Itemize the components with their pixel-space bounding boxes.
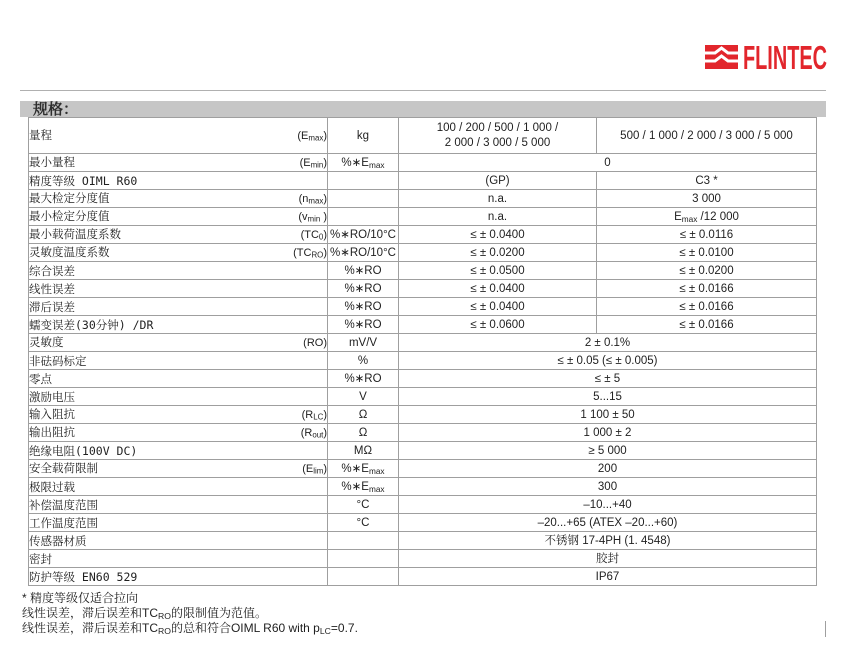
- value-cell-merged: [399, 496, 817, 514]
- value-text: ≤ ± 5: [594, 372, 621, 385]
- value-text: n.a.: [487, 192, 508, 205]
- unit-text-text: %∗E: [341, 156, 369, 169]
- unit-cell: [328, 298, 399, 316]
- section-header-bar: [20, 101, 826, 117]
- parameter-cell-content: [29, 317, 327, 333]
- unit-cell: [328, 280, 399, 298]
- parameter-cell-content: [29, 533, 327, 549]
- unit-text: %∗RO: [344, 264, 382, 277]
- unit-cell: [328, 154, 399, 172]
- parameter-cell-content: [29, 479, 327, 495]
- value-text: ≤ ± 0.0100: [679, 246, 734, 259]
- unit-text: [341, 481, 384, 493]
- spec-row: [29, 352, 817, 370]
- value-text: 不锈钢 17-4PH (1. 4548): [544, 534, 671, 547]
- parameter-cell-content: [29, 173, 327, 189]
- flintec-logo-icon: [705, 45, 738, 69]
- parameter-symbol-text: (TC: [300, 229, 319, 241]
- parameter-label: 安全载荷限制: [29, 461, 98, 475]
- parameter-symbol-text: (n: [298, 193, 309, 205]
- parameter-cell-content: [29, 208, 327, 225]
- parameter-label: 精度等级 OIML R60: [29, 173, 138, 188]
- parameter-symbol: [298, 209, 327, 225]
- spec-row: [29, 532, 817, 550]
- value-cell-merged: [399, 532, 817, 550]
- spec-row: [29, 568, 817, 586]
- unit-text: %∗RO/10°C: [329, 246, 396, 259]
- parameter-label: 线性误差: [29, 281, 75, 296]
- parameter-label: 灵敏度温度系数: [29, 245, 110, 259]
- parameter-cell-content: [29, 190, 327, 207]
- parameter-cell-content: [29, 371, 327, 387]
- parameter-cell-content: [29, 460, 327, 477]
- parameter-cell: [29, 244, 328, 262]
- parameter-symbol-text: ): [323, 463, 327, 475]
- parameter-cell-content: [29, 497, 327, 513]
- parameter-cell-content: [29, 353, 327, 369]
- spec-row: [29, 496, 817, 514]
- unit-text: %∗RO: [344, 300, 382, 313]
- footnote-text-subscript: LC: [319, 625, 331, 636]
- parameter-symbol-text: ): [323, 229, 327, 241]
- unit-cell: [328, 190, 399, 208]
- value-cell-merged: [399, 334, 817, 352]
- footnote-line: [22, 591, 358, 606]
- value-text: [399, 121, 596, 151]
- unit-cell: [328, 334, 399, 352]
- parameter-cell: [29, 568, 328, 586]
- footnote-text: [22, 621, 358, 635]
- parameter-symbol-text: ): [323, 193, 327, 205]
- spec-row: [29, 118, 817, 154]
- value-cell-merged: [399, 388, 817, 406]
- unit-cell: [328, 532, 399, 550]
- value-cell-merged: [399, 424, 817, 442]
- parameter-label: 最小载荷温度系数: [29, 227, 121, 241]
- parameter-cell: [29, 118, 328, 154]
- value-cell-merged: [399, 568, 817, 586]
- spec-row: [29, 172, 817, 190]
- parameter-cell: [29, 514, 328, 532]
- footnote-line: [22, 621, 358, 636]
- spec-row: [29, 334, 817, 352]
- page-edge-rule: [825, 621, 826, 637]
- parameter-cell-content: [29, 263, 327, 279]
- unit-text: %∗RO/10°C: [329, 228, 396, 241]
- parameter-cell: [29, 172, 328, 190]
- parameter-symbol: [302, 461, 327, 477]
- parameter-cell-content: [29, 443, 327, 459]
- unit-text: mV/V: [348, 336, 378, 349]
- value-text-subscript: max: [681, 214, 698, 224]
- unit-cell: [328, 208, 399, 226]
- value-text: 3 000: [692, 192, 721, 205]
- value-cell-variant-1: [399, 262, 597, 280]
- spec-row: [29, 514, 817, 532]
- flintec-logo: [705, 44, 827, 70]
- unit-cell: [328, 424, 399, 442]
- parameter-symbol: [297, 128, 327, 144]
- parameter-label: 最小检定分度值: [29, 209, 110, 223]
- unit-cell: [328, 172, 399, 190]
- unit-text-subscript: max: [368, 160, 385, 170]
- value-cell-variant-1: [399, 190, 597, 208]
- parameter-symbol: (RO): [303, 337, 327, 349]
- value-cell-variant-2: [597, 190, 817, 208]
- value-text: ≤ ± 0.0400: [470, 300, 525, 313]
- parameter-cell-content: [29, 334, 327, 351]
- value-text: ≤ ± 0.0600: [470, 318, 525, 331]
- footnote-text: * 精度等级仅适合拉向: [22, 591, 139, 605]
- unit-text-text: %∗E: [341, 462, 369, 475]
- spec-row: [29, 370, 817, 388]
- parameter-cell-content: [29, 569, 327, 585]
- parameter-cell-content: [29, 154, 327, 171]
- parameter-symbol: [293, 245, 327, 261]
- value-cell-merged: [399, 370, 817, 388]
- spec-row: [29, 316, 817, 334]
- unit-text: kg: [356, 129, 370, 142]
- footnote-line: [22, 606, 358, 621]
- value-text-text: E: [674, 210, 682, 223]
- unit-text: °C: [356, 498, 370, 511]
- parameter-cell: [29, 316, 328, 334]
- parameter-label: 非砝码标定: [29, 353, 87, 368]
- value-text: 1 000 ± 2: [583, 426, 632, 439]
- parameter-cell: [29, 424, 328, 442]
- parameter-cell: [29, 532, 328, 550]
- unit-cell: [328, 316, 399, 334]
- value-text: –10...+40: [583, 498, 632, 511]
- parameter-cell: [29, 226, 328, 244]
- parameter-label: 输出阻抗: [29, 425, 75, 439]
- parameter-label: 极限过载: [29, 479, 75, 494]
- parameter-symbol-subscript: LC: [313, 412, 324, 422]
- value-text: ≤ ± 0.0116: [679, 228, 734, 241]
- value-text: ≥ 5 000: [588, 444, 627, 457]
- spec-table: [28, 117, 817, 586]
- parameter-label: 补偿温度范围: [29, 497, 98, 512]
- parameter-cell: [29, 478, 328, 496]
- unit-cell: [328, 496, 399, 514]
- value-cell-merged: [399, 478, 817, 496]
- unit-text: MΩ: [353, 444, 373, 457]
- unit-text: °C: [356, 516, 370, 529]
- unit-cell: [328, 460, 399, 478]
- spec-row: [29, 388, 817, 406]
- unit-cell: [328, 442, 399, 460]
- parameter-cell-content: [29, 226, 327, 243]
- value-text: 5...15: [593, 390, 622, 403]
- unit-text: %∗RO: [344, 282, 382, 295]
- value-text: 1 100 ± 50: [580, 408, 635, 421]
- value-cell-variant-1: [399, 118, 597, 154]
- parameter-cell: [29, 280, 328, 298]
- value-text: 200: [597, 462, 618, 475]
- parameter-symbol-text: ): [323, 247, 327, 259]
- unit-text: [341, 463, 384, 475]
- unit-text: %: [357, 354, 369, 367]
- value-text: n.a.: [487, 210, 508, 223]
- parameter-symbol-subscript: min: [310, 160, 324, 170]
- unit-text-subscript: max: [368, 484, 385, 494]
- value-cell-variant-2: [597, 298, 817, 316]
- footnote-text-text: =0.7.: [330, 621, 358, 635]
- parameter-label: 零点: [29, 371, 52, 386]
- parameter-cell-content: [29, 389, 327, 405]
- value-cell-variant-2: [597, 172, 817, 190]
- parameter-symbol-text: ): [320, 211, 327, 223]
- spec-row: [29, 208, 817, 226]
- unit-cell: [328, 568, 399, 586]
- value-text-text: /12 000: [697, 210, 739, 223]
- spec-row: [29, 442, 817, 460]
- value-cell-variant-2: [597, 316, 817, 334]
- value-text: ≤ ± 0.0200: [679, 264, 734, 277]
- value-text: ≤ ± 0.0200: [470, 246, 525, 259]
- parameter-symbol-subscript: max: [308, 133, 324, 143]
- value-text: IP67: [595, 570, 620, 583]
- parameter-cell-content: [29, 515, 327, 531]
- parameter-cell: [29, 262, 328, 280]
- parameter-cell-content: [29, 244, 327, 261]
- value-text: 500 / 1 000 / 2 000 / 3 000 / 5 000: [620, 129, 793, 142]
- value-cell-merged: [399, 514, 817, 532]
- parameter-cell: [29, 352, 328, 370]
- unit-cell: [328, 244, 399, 262]
- section-title: 规格：: [33, 100, 79, 118]
- parameter-symbol-subscript: 0: [318, 232, 324, 242]
- parameter-label: 最小量程: [29, 155, 75, 169]
- spec-row: [29, 424, 817, 442]
- header-divider: [20, 90, 826, 91]
- parameter-cell: [29, 208, 328, 226]
- spec-row: [29, 280, 817, 298]
- value-cell-variant-2: [597, 208, 817, 226]
- spec-row: [29, 154, 817, 172]
- parameter-symbol-subscript: RO: [311, 250, 324, 260]
- parameter-cell: [29, 388, 328, 406]
- parameter-symbol-subscript: out: [312, 430, 324, 440]
- parameter-cell: [29, 334, 328, 352]
- unit-cell: [328, 352, 399, 370]
- parameter-label: 量程: [29, 128, 52, 142]
- value-text: 胶封: [596, 552, 619, 565]
- parameter-label: 传感器材质: [29, 533, 87, 548]
- value-cell-variant-1: [399, 316, 597, 334]
- value-cell-variant-2: [597, 262, 817, 280]
- value-cell-variant-2: [597, 280, 817, 298]
- spec-table-body: [29, 118, 817, 586]
- unit-cell: [328, 550, 399, 568]
- value-text: 300: [597, 480, 618, 493]
- spec-row: [29, 226, 817, 244]
- parameter-label: 滞后误差: [29, 299, 75, 314]
- value-cell-variant-1: [399, 280, 597, 298]
- footnote-text-text: 的总和符合OIML R60 with p: [170, 621, 320, 635]
- unit-cell: [328, 388, 399, 406]
- unit-text-subscript: max: [368, 466, 385, 476]
- parameter-symbol: [301, 425, 327, 441]
- value-cell-variant-1: [399, 208, 597, 226]
- unit-text: Ω: [358, 408, 368, 421]
- value-text: ≤ ± 0.0166: [679, 318, 734, 331]
- parameter-symbol-text: (E: [302, 463, 314, 475]
- footnotes: [22, 591, 358, 636]
- parameter-label: 激励电压: [29, 389, 75, 404]
- parameter-label: 防护等级 EN60 529: [29, 569, 138, 584]
- parameter-cell: [29, 370, 328, 388]
- value-cell-merged: [399, 352, 817, 370]
- value-cell-variant-1: [399, 244, 597, 262]
- parameter-symbol: [299, 191, 327, 207]
- parameter-symbol-text: ): [323, 157, 327, 169]
- parameter-symbol: [301, 227, 327, 243]
- unit-cell: [328, 478, 399, 496]
- unit-cell: [328, 262, 399, 280]
- footnote-text-text: 线性误差，滞后误差和TC: [22, 606, 158, 620]
- footnote-text-text: 的限制值为范值。: [170, 606, 267, 620]
- spec-row: [29, 298, 817, 316]
- value-text: ≤ ± 0.05 (≤ ± 0.005): [557, 354, 658, 367]
- unit-text: [341, 157, 384, 169]
- unit-text: %∗RO: [344, 318, 382, 331]
- value-text-line: 2 000 / 3 000 / 5 000: [444, 136, 551, 149]
- parameter-cell: [29, 550, 328, 568]
- parameter-symbol-text: ): [323, 427, 327, 439]
- parameter-cell-content: [29, 281, 327, 297]
- parameter-symbol-text: (TC: [293, 247, 312, 259]
- footnote-text-subscript: RO: [158, 610, 171, 621]
- parameter-cell-content: [29, 551, 327, 567]
- value-cell-merged: [399, 406, 817, 424]
- spec-row: [29, 406, 817, 424]
- parameter-symbol-text: ): [323, 130, 327, 142]
- value-text: 0: [604, 156, 611, 169]
- unit-text: Ω: [358, 426, 368, 439]
- value-cell-merged: [399, 442, 817, 460]
- parameter-cell: [29, 442, 328, 460]
- unit-cell: [328, 370, 399, 388]
- unit-cell: [328, 514, 399, 532]
- value-text: ≤ ± 0.0400: [470, 228, 525, 241]
- spec-row: [29, 262, 817, 280]
- value-cell-variant-1: [399, 172, 597, 190]
- value-text: ≤ ± 0.0166: [679, 300, 734, 313]
- spec-row: [29, 550, 817, 568]
- value-cell-variant-2: [597, 244, 817, 262]
- parameter-symbol: [302, 407, 327, 423]
- parameter-symbol-text: (R: [300, 427, 313, 439]
- unit-cell: [328, 406, 399, 424]
- parameter-symbol-text: (v: [298, 211, 308, 223]
- parameter-cell: [29, 298, 328, 316]
- value-cell-variant-1: [399, 298, 597, 316]
- parameter-symbol-subscript: max: [308, 196, 324, 206]
- value-cell-variant-2: [597, 226, 817, 244]
- parameter-symbol-subscript: lim: [313, 466, 324, 476]
- unit-cell: [328, 226, 399, 244]
- value-text-line: 100 / 200 / 500 / 1 000 /: [436, 121, 559, 134]
- value-text: ≤ ± 0.0166: [679, 282, 734, 295]
- spec-row: [29, 190, 817, 208]
- parameter-label: 综合误差: [29, 263, 75, 278]
- value-text: ≤ ± 0.0500: [470, 264, 525, 277]
- footnote-text-subscript: RO: [158, 625, 171, 636]
- footnote-text-text: 线性误差，滞后误差和TC: [22, 621, 158, 635]
- parameter-cell: [29, 190, 328, 208]
- value-text: ≤ ± 0.0400: [470, 282, 525, 295]
- brand-wordmark: FLINTEC: [743, 44, 827, 70]
- value-text: 2 ± 0.1%: [584, 336, 631, 349]
- parameter-symbol-text: ): [323, 409, 327, 421]
- parameter-cell: [29, 496, 328, 514]
- parameter-symbol-text: (E: [299, 157, 311, 169]
- value-cell-merged: [399, 550, 817, 568]
- parameter-label: 工作温度范围: [29, 515, 98, 530]
- parameter-label: 灵敏度: [29, 335, 64, 349]
- footnote-text: [22, 606, 267, 620]
- spec-row: [29, 478, 817, 496]
- unit-text: V: [359, 390, 367, 403]
- value-cell-variant-2: [597, 118, 817, 154]
- value-text: [674, 211, 739, 223]
- parameter-cell: [29, 154, 328, 172]
- unit-text: %∗RO: [344, 372, 382, 385]
- value-cell-merged: [399, 154, 817, 172]
- parameter-label: 密封: [29, 551, 52, 566]
- value-cell-merged: [399, 460, 817, 478]
- parameter-cell-content: [29, 127, 327, 144]
- parameter-label: 蠕变误差(30分钟) /DR: [29, 317, 154, 332]
- value-text: –20...+65 (ATEX –20...+60): [537, 516, 678, 529]
- parameter-cell: [29, 460, 328, 478]
- parameter-symbol-subscript: min: [307, 214, 321, 224]
- parameter-label: 绝缘电阻(100V DC): [29, 443, 138, 458]
- spec-row: [29, 244, 817, 262]
- value-text: (GP): [485, 174, 510, 187]
- parameter-cell-content: [29, 406, 327, 423]
- parameter-cell-content: [29, 299, 327, 315]
- parameter-symbol: [300, 155, 327, 171]
- spec-row: [29, 460, 817, 478]
- parameter-symbol-text: (E: [297, 130, 309, 142]
- parameter-symbol-text: (R: [301, 409, 314, 421]
- value-cell-variant-1: [399, 226, 597, 244]
- parameter-cell-content: [29, 424, 327, 441]
- value-text: C3 *: [695, 174, 718, 187]
- parameter-label: 输入阻抗: [29, 407, 75, 421]
- unit-text-text: %∗E: [341, 480, 369, 493]
- parameter-label: 最大检定分度值: [29, 191, 110, 205]
- parameter-cell: [29, 406, 328, 424]
- unit-cell: [328, 118, 399, 154]
